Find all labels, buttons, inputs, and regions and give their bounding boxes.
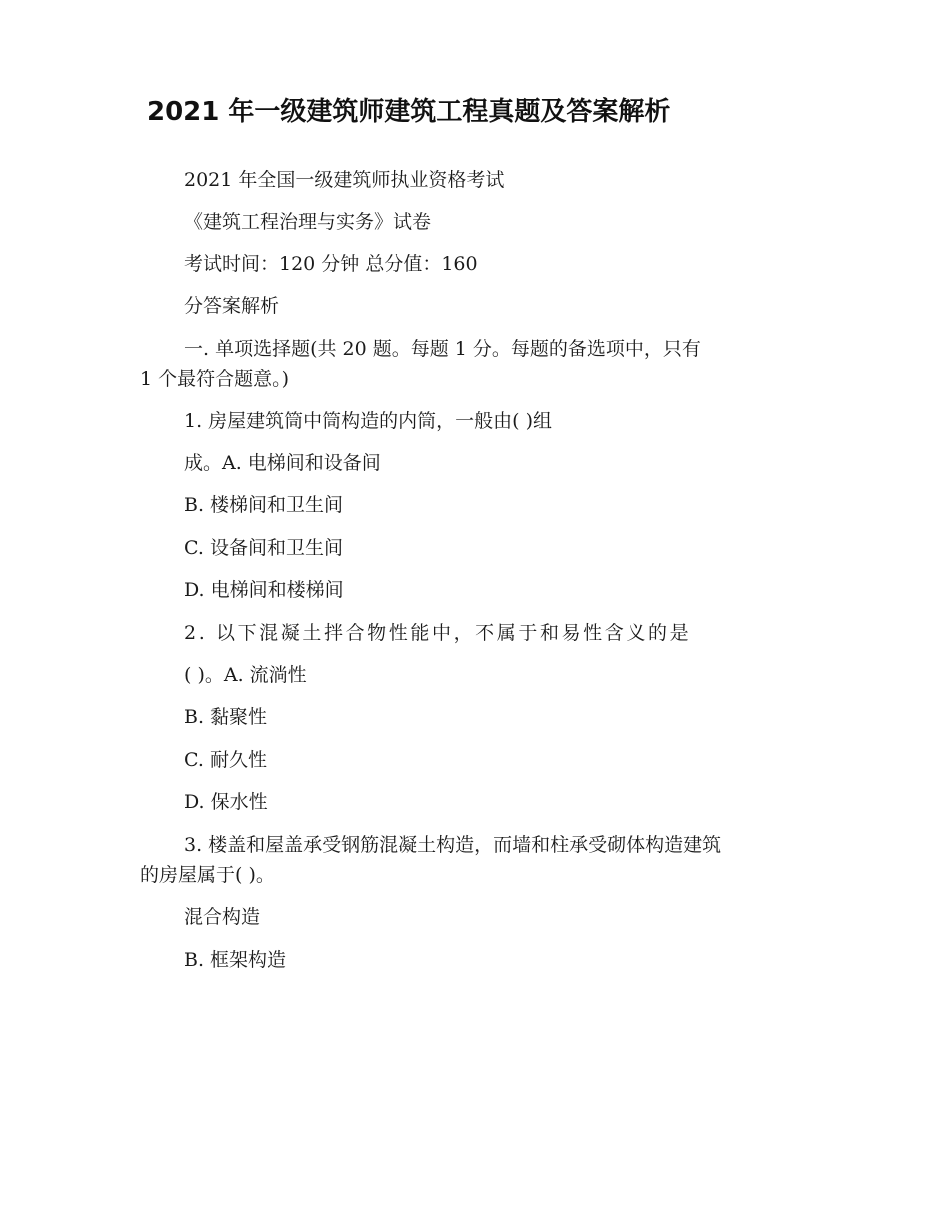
question-3-stem-continued: 的房屋属于( )。: [140, 864, 275, 886]
question-3-option-a: 混合构造: [184, 906, 261, 928]
question-1-stem: 1. 房屋建筑筒中筒构造的内筒，一般由( )组: [184, 410, 553, 432]
question-2-option-b: B. 黏聚性: [184, 706, 268, 728]
question-2-option-a: ( )。A. 流淌性: [184, 664, 307, 686]
section-heading-line: 一. 单项选择题(共 20 题。每题 1 分。每题的备选项中，只有: [184, 338, 701, 360]
question-1-option-b: B. 楼梯间和卫生间: [184, 494, 344, 516]
question-2-option-d: D. 保水性: [184, 791, 268, 813]
paper-name-line: 《建筑工程治理与实务》试卷: [184, 211, 432, 233]
question-1-option-c: C. 设备间和卫生间: [184, 537, 343, 559]
section-heading-continued: 1 个最符合题意。): [140, 368, 290, 390]
question-3-option-b: B. 框架构造: [184, 949, 287, 971]
question-1-option-d: D. 电梯间和楼梯间: [184, 579, 344, 601]
question-2-option-c: C. 耐久性: [184, 749, 267, 771]
question-3-stem: 3. 楼盖和屋盖承受钢筋混凝土构造，而墙和柱承受砌体构造建筑: [184, 834, 722, 856]
question-1-option-a: 成。A. 电梯间和设备间: [184, 452, 381, 474]
exam-time-line: 考试时间：120 分钟 总分值：160: [184, 253, 478, 275]
answer-analysis-line: 分答案解析: [184, 295, 280, 317]
exam-name-line: 2021 年全国一级建筑师执业资格考试: [184, 169, 505, 191]
question-2-stem: 2. 以下混凝土拌合物性能中，不属于和易性含义的是: [184, 622, 692, 644]
document-title: 2021 年一级建筑师建筑工程真题及答案解析: [147, 97, 671, 127]
